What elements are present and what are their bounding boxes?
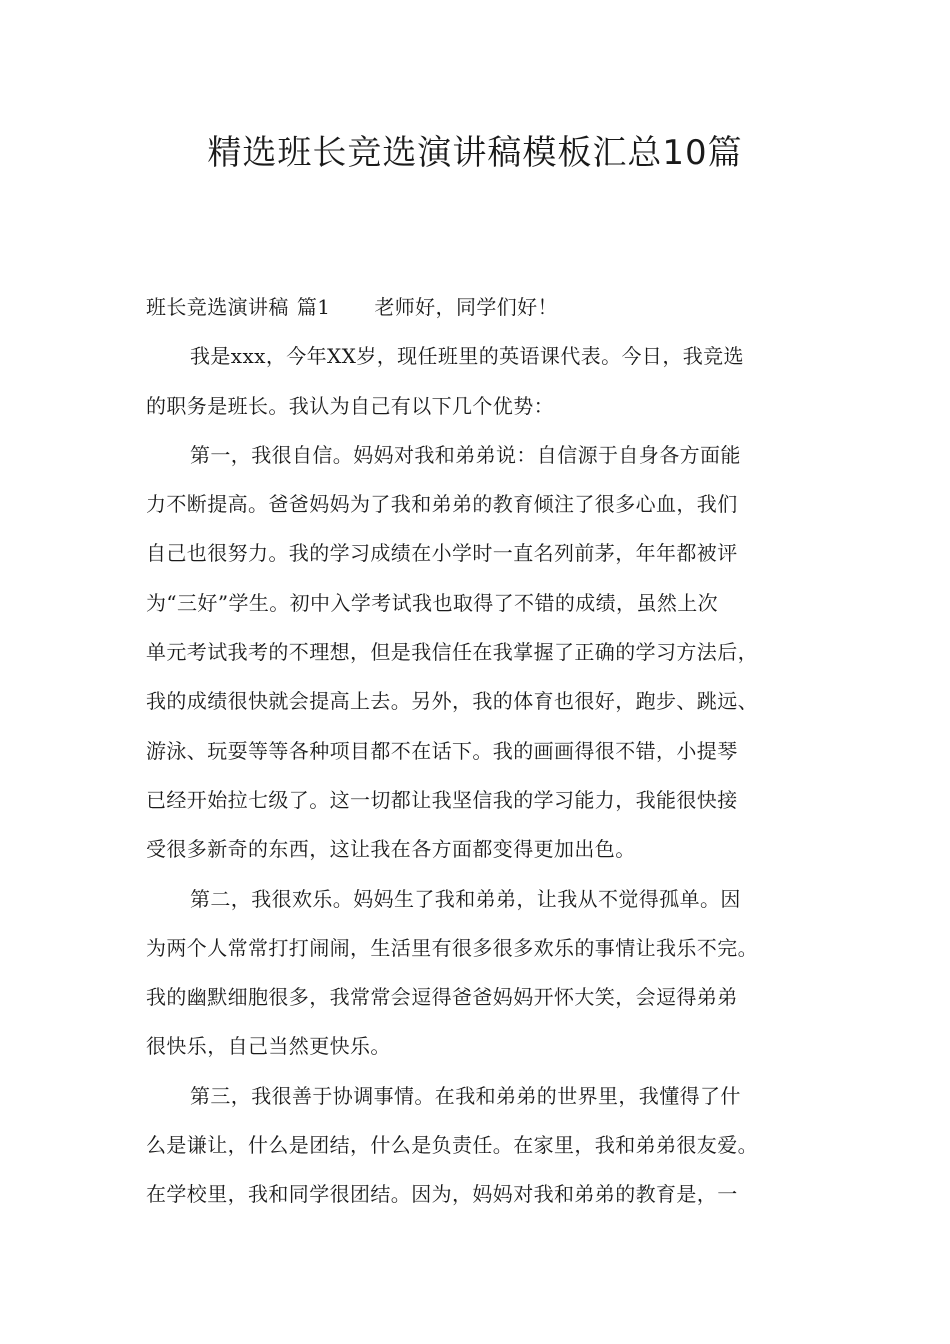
paragraph-line: 很快乐，自己当然更快乐。	[146, 1034, 391, 1059]
paragraph-line: 我是xxx，今年XX岁，现任班里的英语课代表。今日，我竞选	[190, 344, 744, 369]
paragraph-line: 力不断提高。爸爸妈妈为了我和弟弟的教育倾注了很多心血，我们	[146, 492, 738, 517]
greeting-text: 老师好，同学们好！	[374, 295, 558, 319]
paragraph-line: 单元考试我考的不理想，但是我信任在我掌握了正确的学习方法后，	[146, 640, 758, 665]
section-number: 篇1	[296, 295, 331, 319]
paragraph-line: 我的成绩很快就会提高上去。另外，我的体育也很好，跑步、跳远、	[146, 689, 758, 714]
paragraph-line: 在学校里，我和同学很团结。因为，妈妈对我和弟弟的教育是，一	[146, 1182, 738, 1207]
document-title: 精选班长竞选演讲稿模板汇总10篇	[207, 133, 743, 173]
paragraph-line: 为两个人常常打打闹闹，生活里有很多很多欢乐的事情让我乐不完。	[146, 935, 758, 960]
paragraph-line: 为“三好”学生。初中入学考试我也取得了不错的成绩，虽然上次	[146, 590, 719, 615]
paragraph-line: 么是谦让，什么是团结，什么是负责任。在家里，我和弟弟很友爱。	[146, 1133, 758, 1158]
paragraph-line: 游泳、玩耍等等各种项目都不在话下。我的画画得很不错，小提琴	[146, 738, 738, 763]
paragraph-line: 我的幽默细胞很多，我常常会逗得爸爸妈妈开怀大笑，会逗得弟弟	[146, 985, 738, 1010]
section-heading-line	[146, 283, 830, 332]
paragraph-line: 受很多新奇的东西，这让我在各方面都变得更加出色。	[146, 837, 636, 862]
paragraph-line: 第一，我很自信。妈妈对我和弟弟说：自信源于自身各方面能	[190, 442, 741, 467]
paragraph-line: 已经开始拉七级了。这一切都让我坚信我的学习能力，我能很快接	[146, 787, 738, 812]
section-label-group	[146, 295, 330, 319]
paragraph-line: 自己也很努力。我的学习成绩在小学时一直名列前茅，年年都被评	[146, 541, 738, 566]
paragraph-line: 第二，我很欢乐。妈妈生了我和弟弟，让我从不觉得孤单。因	[190, 886, 741, 911]
section-label: 班长竞选演讲稿	[146, 295, 289, 319]
paragraph-line: 的职务是班长。我认为自己有以下几个优势：	[146, 393, 554, 418]
paragraph-line: 第三，我很善于协调事情。在我和弟弟的世界里，我懂得了什	[190, 1083, 741, 1108]
document-body	[146, 283, 830, 1220]
